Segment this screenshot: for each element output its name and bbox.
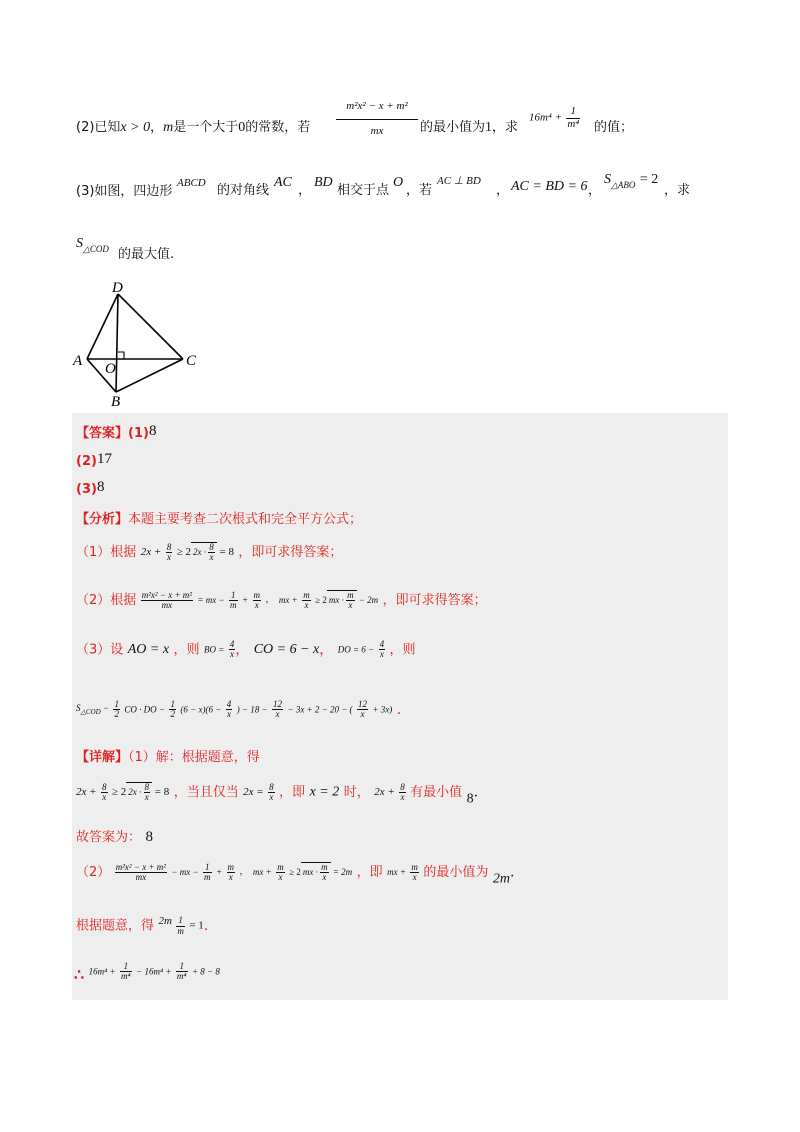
detail-3-end: .: [203, 918, 209, 934]
q2-text4: ，求: [492, 120, 519, 135]
q2-frac-num: m²x² − x + m²: [336, 101, 418, 120]
label-c: C: [186, 353, 197, 369]
question-2: [76, 120, 310, 135]
q2-zero: 0: [238, 120, 246, 135]
q2-expr-den: m⁴: [567, 117, 580, 130]
detail-answer: [76, 830, 153, 845]
analysis-area-formula: $S_{\triangle COD}$ − $\frac{1}{2}$ CO · DO − $\frac{1}{2}$ (6 − x)(6 − $\frac{4}{x}$ ) − 18 − $\frac{12}{x}$ − 3x + 2 − 20 − ( $\frac{12}{x}$ + 3x) .: [76, 699, 402, 720]
detail-1-mid2: ，即: [279, 784, 306, 800]
q3-s-abo-sub: △ABO: [611, 180, 636, 190]
q3-comma3: ，: [588, 183, 602, 198]
diagonal-bd: [116, 294, 118, 392]
q3-s-cod-sub: △COD: [83, 244, 109, 254]
analysis-1-suffix: ，即可求得答案；: [238, 544, 343, 560]
edge-bc: [116, 359, 183, 392]
label-a: A: [73, 353, 83, 369]
answer-1-prefix: (1): [128, 426, 149, 441]
analysis-intro: [76, 512, 362, 526]
detail-1-end: .: [473, 784, 479, 801]
answer-line-1: [76, 424, 156, 440]
label-d: D: [112, 280, 123, 296]
answer-1-value: 8: [148, 423, 157, 439]
analysis-intro-text: 本题主要考查二次根式和完全平方公式；: [128, 512, 363, 527]
detail-1-intro: （1）解：根据题意，得: [128, 750, 260, 765]
q3-s-abo: [604, 172, 658, 190]
q3-bd: BD: [314, 175, 333, 190]
q3-o: O: [393, 175, 404, 190]
q2-fraction: [336, 101, 418, 137]
answer-2-prefix: (2): [76, 454, 97, 469]
detail-step-3: 根据题意，得 $^{2m}$ $\frac{1}{m}$ = 1.: [76, 915, 209, 936]
analysis-area-end: .: [396, 701, 402, 718]
answer-line-2: [76, 452, 112, 468]
quadrilateral-figure: [70, 278, 210, 410]
detail-answer-value: 8: [145, 829, 153, 845]
detail-answer-label: 故答案为：: [76, 830, 142, 845]
q2-cond: x > 0: [120, 120, 151, 135]
analysis-1-prefix: （1）根据: [76, 544, 137, 560]
detail-1-mid: ，当且仅当: [173, 784, 239, 800]
q2-tail: [420, 120, 518, 135]
detail-3-eq: = 1: [189, 919, 204, 932]
q3-ac: AC: [274, 175, 292, 190]
q3-comma2: ，: [496, 183, 510, 198]
detail-2-mid: ，即: [356, 864, 383, 880]
q3-quad: ABCD: [177, 177, 206, 189]
answer-2-value: 17: [96, 451, 112, 467]
right-angle-mark: [118, 352, 124, 359]
detail-3-text: 根据题意，得: [76, 918, 155, 934]
q3-s-cod: [76, 236, 109, 254]
detail-step-4: ∴ 16m⁴ + $\frac{1}{\text{m⁴}}$ − 16m⁴ + $\frac{1}{\text{m⁴}}$ + 8 − 8: [74, 961, 220, 984]
q2-expr-num: 1: [566, 106, 580, 119]
q2-sep: ，: [150, 120, 164, 135]
q3-eq: AC = BD = 6: [511, 179, 588, 194]
analysis-3-do: DO = 6 −: [337, 644, 375, 655]
detail-step-1: 2x + $\frac{8}{x}$ ≥ 2 2x · $\frac{8}{x}$ = 8 ，当且仅当 2x = $\frac{8}{x}$ ，即 x = 2 时， 2x + $\frac{8}{x}$ 有最小值 8.: [76, 781, 479, 807]
q2-text2: 的常数，若: [245, 120, 311, 135]
q3-s-abo-val: = 2: [639, 172, 659, 187]
analysis-3-ao: AO = x: [127, 641, 170, 657]
question-3: [76, 184, 172, 198]
detail-1-x: x = 2: [309, 784, 340, 800]
answer-3-value: 8: [96, 479, 105, 495]
answer-line-3: [76, 480, 104, 496]
q3-s-abo-letter: S: [604, 172, 611, 187]
analysis-step-3: （3）设 AO = x ，则 BO = $\frac{4}{x}$ ， CO = 6 − x， DO = 6 − $\frac{4}{x}$ ，则: [76, 639, 416, 660]
detail-intro: [76, 750, 260, 764]
q3-s-cod-letter: S: [76, 236, 83, 251]
q2-text1: 是一个大于: [173, 120, 239, 135]
answer-label: 【答案】: [76, 426, 129, 441]
analysis-step-2: （2）根据 $\frac{\text{m²x² − x + m²}}{mx}$ = mx − $\frac{1}{m}$ + $\frac{m}{x}$ ， mx + $\frac{m}{x}$ ≥ 2 mx · $\frac{m}{x}$ − 2m ，即可求得答案；: [76, 589, 487, 611]
q2-end: [594, 120, 633, 134]
detail-label: 【详解】: [76, 750, 129, 765]
q2-frac-den: mx: [370, 124, 384, 137]
detail-step-2: （2） $\frac{\text{m²x² − x + m²}}{mx}$ − mx − $\frac{1}{m}$ + $\frac{m}{x}$ ， mx + $\frac{m}{x}$ ≥ 2 mx · $\frac{m}{x}$ = 2m ，即 mx + $\frac{m}{x}$ 的最小值为 2m.: [76, 861, 515, 887]
analysis-2-prefix: （2）根据: [76, 592, 137, 608]
analysis-3-then: ，则: [173, 642, 200, 658]
edge-dc: [118, 294, 183, 359]
q2-one: 1: [485, 120, 493, 135]
detail-2-end: .: [509, 864, 515, 881]
analysis-3-prefix: （3）设: [76, 642, 124, 658]
analysis-step-1: （1）根据 2x + $\frac{8}{x}$ ≥ 2 2x · $\frac{8}{x}$ = 8 ，即可求得答案；: [76, 541, 343, 563]
q3-text5: 的最大值.: [118, 247, 175, 262]
q2-text5: 的值；: [594, 120, 634, 135]
q2-expr: [529, 106, 580, 130]
detail-1-val: 8: [466, 791, 474, 807]
label-o: O: [105, 361, 116, 377]
q3-comma1: ，: [298, 183, 312, 198]
q2-m: m: [163, 120, 174, 135]
q3-perp: AC ⊥ BD: [437, 175, 481, 187]
q3-text4: ，求: [664, 183, 691, 198]
detail-2-min: 的最小值为: [423, 864, 489, 880]
analysis-3-bo: BO =: [203, 644, 225, 655]
q3-text2: 相交于点: [337, 183, 390, 198]
q3-text1: 的对角线: [217, 183, 270, 198]
detail-therefore: ∴: [74, 964, 85, 984]
analysis-3-co: CO = 6 − x: [253, 641, 320, 657]
q3-text3: ，若: [406, 183, 433, 198]
analysis-3-suffix: ，则: [389, 642, 416, 658]
detail-2-val: 2m: [492, 871, 510, 887]
q2-prefix: (2)已知: [76, 120, 121, 135]
q2-expr-a: 16m⁴ +: [529, 111, 562, 124]
detail-1-has: 有最小值: [410, 784, 463, 800]
q3-prefix: (3)如图，四边形: [76, 184, 173, 199]
analysis-label: 【分析】: [76, 512, 129, 527]
answer-3-prefix: (3): [76, 482, 97, 497]
label-b: B: [111, 394, 121, 410]
detail-1-when: 时，: [343, 784, 370, 800]
analysis-2-suffix: ，即可求得答案；: [382, 592, 487, 608]
detail-2-prefix: （2）: [76, 864, 111, 880]
edge-da: [87, 294, 118, 359]
q2-text3: 的最小值为: [420, 120, 486, 135]
